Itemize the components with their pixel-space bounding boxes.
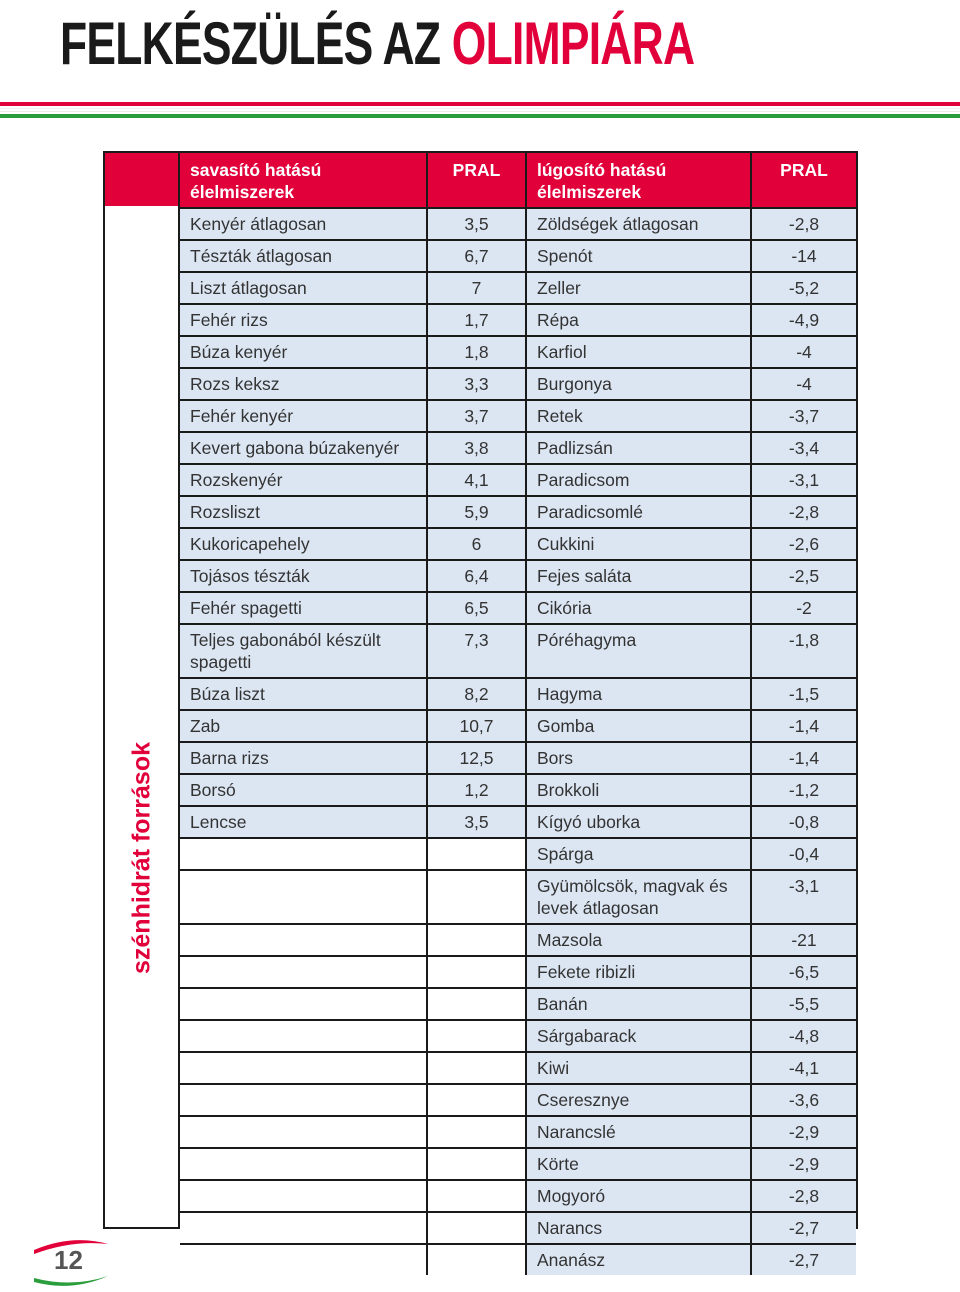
side-column [105, 153, 180, 1227]
table-row [180, 272, 856, 304]
acid-food-cell [180, 1020, 427, 1052]
acid-pral-cell [427, 1180, 526, 1212]
acid-pral-cell: 1,8 [427, 336, 526, 368]
alkaline-food-cell: Spenót [526, 240, 751, 272]
alkaline-food-cell: Répa [526, 304, 751, 336]
alkaline-pral-cell: -4 [751, 336, 856, 368]
alkaline-food-cell: Sárgabarack [526, 1020, 751, 1052]
acid-food-cell [180, 870, 427, 924]
acid-pral-cell: 1,7 [427, 304, 526, 336]
header-acid-foods: savasító hatású élelmiszerek [180, 153, 427, 208]
alkaline-food-cell: Narancslé [526, 1116, 751, 1148]
alkaline-food-cell: Zeller [526, 272, 751, 304]
table-row [180, 956, 856, 988]
alkaline-food-cell: Mogyoró [526, 1180, 751, 1212]
header-pral-alkaline: PRAL [751, 153, 856, 208]
alkaline-food-cell: Cukkini [526, 528, 751, 560]
alkaline-food-cell: Bors [526, 742, 751, 774]
alkaline-pral-cell: -2,7 [751, 1244, 856, 1275]
table-row [180, 870, 856, 924]
acid-food-cell [180, 1052, 427, 1084]
alkaline-pral-cell: -0,8 [751, 806, 856, 838]
acid-pral-cell [427, 988, 526, 1020]
alkaline-pral-cell: -1,4 [751, 742, 856, 774]
alkaline-food-cell: Karfiol [526, 336, 751, 368]
table-row [180, 806, 856, 838]
header-pral-acid: PRAL [427, 153, 526, 208]
acid-food-cell: Lencse [180, 806, 427, 838]
table-row [180, 496, 856, 528]
alkaline-pral-cell: -1,4 [751, 710, 856, 742]
acid-food-cell: Fehér rizs [180, 304, 427, 336]
table-row [180, 1180, 856, 1212]
acid-food-cell: Rozs keksz [180, 368, 427, 400]
table-row [180, 336, 856, 368]
alkaline-food-cell: Gomba [526, 710, 751, 742]
title-part-red: OLIMPIÁRA [451, 10, 695, 77]
alkaline-pral-cell: -2,8 [751, 208, 856, 240]
acid-pral-cell: 3,8 [427, 432, 526, 464]
acid-pral-cell [427, 1020, 526, 1052]
acid-food-cell: Búza kenyér [180, 336, 427, 368]
table-row [180, 528, 856, 560]
table-row [180, 1116, 856, 1148]
acid-food-cell [180, 1244, 427, 1275]
alkaline-pral-cell: -2,6 [751, 528, 856, 560]
alkaline-food-cell: Kiwi [526, 1052, 751, 1084]
alkaline-pral-cell: -4,8 [751, 1020, 856, 1052]
acid-food-cell [180, 1212, 427, 1244]
table-row [180, 208, 856, 240]
table-row [180, 304, 856, 336]
acid-food-cell [180, 1180, 427, 1212]
table-row [180, 624, 856, 678]
alkaline-food-cell: Burgonya [526, 368, 751, 400]
alkaline-food-cell: Paradicsom [526, 464, 751, 496]
acid-pral-cell [427, 956, 526, 988]
acid-pral-cell: 3,3 [427, 368, 526, 400]
acid-food-cell: Barna rizs [180, 742, 427, 774]
acid-food-cell [180, 838, 427, 870]
alkaline-pral-cell: -4,1 [751, 1052, 856, 1084]
acid-food-cell: Kevert gabona búzakenyér [180, 432, 427, 464]
alkaline-pral-cell: -0,4 [751, 838, 856, 870]
acid-food-cell: Kukoricapehely [180, 528, 427, 560]
alkaline-pral-cell: -5,5 [751, 988, 856, 1020]
acid-pral-cell: 6,4 [427, 560, 526, 592]
acid-pral-cell: 7,3 [427, 624, 526, 678]
stripe-red [0, 102, 960, 106]
table-row [180, 592, 856, 624]
alkaline-pral-cell: -1,5 [751, 678, 856, 710]
header-alkaline-foods: lúgosító hatású élelmiszerek [526, 153, 751, 208]
table-row [180, 1052, 856, 1084]
alkaline-food-cell: Hagyma [526, 678, 751, 710]
alkaline-food-cell: Cikória [526, 592, 751, 624]
acid-pral-cell [427, 1212, 526, 1244]
alkaline-pral-cell: -3,6 [751, 1084, 856, 1116]
acid-food-cell: Tojásos tészták [180, 560, 427, 592]
alkaline-food-cell: Paradicsomlé [526, 496, 751, 528]
acid-food-cell: Búza liszt [180, 678, 427, 710]
alkaline-food-cell: Póréhagyma [526, 624, 751, 678]
table-row [180, 1244, 856, 1275]
acid-food-cell [180, 988, 427, 1020]
acid-pral-cell [427, 1148, 526, 1180]
acid-pral-cell [427, 1052, 526, 1084]
acid-food-cell: Zab [180, 710, 427, 742]
alkaline-pral-cell: -1,2 [751, 774, 856, 806]
acid-pral-cell: 10,7 [427, 710, 526, 742]
table-row [180, 1212, 856, 1244]
acid-pral-cell: 3,5 [427, 806, 526, 838]
alkaline-food-cell: Brokkoli [526, 774, 751, 806]
acid-food-cell [180, 924, 427, 956]
alkaline-food-cell: Banán [526, 988, 751, 1020]
alkaline-food-cell: Zöldségek átlagosan [526, 208, 751, 240]
alkaline-pral-cell: -3,7 [751, 400, 856, 432]
acid-pral-cell [427, 1116, 526, 1148]
table-row [180, 1020, 856, 1052]
table-header-row [180, 153, 856, 208]
acid-food-cell: Rozsliszt [180, 496, 427, 528]
alkaline-food-cell: Gyümölcsök, magvak és levek átlagosan [526, 870, 751, 924]
alkaline-food-cell: Cseresznye [526, 1084, 751, 1116]
acid-food-cell [180, 1148, 427, 1180]
alkaline-food-cell: Fekete ribizli [526, 956, 751, 988]
alkaline-pral-cell: -2,8 [751, 496, 856, 528]
table-row [180, 400, 856, 432]
flag-stripes [0, 102, 960, 120]
acid-food-cell: Rozskenyér [180, 464, 427, 496]
table-row [180, 432, 856, 464]
side-header-fill [105, 153, 178, 206]
acid-pral-cell [427, 924, 526, 956]
acid-pral-cell: 3,7 [427, 400, 526, 432]
acid-pral-cell: 8,2 [427, 678, 526, 710]
alkaline-pral-cell: -2,7 [751, 1212, 856, 1244]
acid-food-cell: Borsó [180, 774, 427, 806]
alkaline-pral-cell: -4 [751, 368, 856, 400]
acid-pral-cell: 6,5 [427, 592, 526, 624]
alkaline-pral-cell: -3,1 [751, 870, 856, 924]
side-label: szénhidrát források [127, 741, 156, 975]
alkaline-pral-cell: -1,8 [751, 624, 856, 678]
alkaline-food-cell: Fejes saláta [526, 560, 751, 592]
acid-food-cell: Fehér kenyér [180, 400, 427, 432]
acid-pral-cell: 7 [427, 272, 526, 304]
acid-pral-cell: 1,2 [427, 774, 526, 806]
acid-pral-cell: 4,1 [427, 464, 526, 496]
table-row [180, 774, 856, 806]
table-row [180, 368, 856, 400]
alkaline-pral-cell: -3,4 [751, 432, 856, 464]
acid-pral-cell [427, 1084, 526, 1116]
table-row [180, 464, 856, 496]
table-row [180, 1084, 856, 1116]
acid-pral-cell [427, 1244, 526, 1275]
acid-pral-cell: 6,7 [427, 240, 526, 272]
table-row [180, 1148, 856, 1180]
acid-pral-cell: 5,9 [427, 496, 526, 528]
table-row [180, 560, 856, 592]
alkaline-pral-cell: -4,9 [751, 304, 856, 336]
alkaline-pral-cell: -3,1 [751, 464, 856, 496]
table-row [180, 838, 856, 870]
alkaline-food-cell: Padlizsán [526, 432, 751, 464]
acid-food-cell [180, 1084, 427, 1116]
stripe-white [0, 108, 960, 112]
alkaline-food-cell: Retek [526, 400, 751, 432]
alkaline-pral-cell: -5,2 [751, 272, 856, 304]
acid-food-cell [180, 956, 427, 988]
table-row [180, 742, 856, 774]
acid-pral-cell [427, 870, 526, 924]
alkaline-food-cell: Narancs [526, 1212, 751, 1244]
acid-food-cell: Liszt átlagosan [180, 272, 427, 304]
page-number: 12 [54, 1245, 83, 1275]
alkaline-pral-cell: -2 [751, 592, 856, 624]
alkaline-pral-cell: -2,9 [751, 1148, 856, 1180]
alkaline-pral-cell: -2,5 [751, 560, 856, 592]
alkaline-pral-cell: -2,9 [751, 1116, 856, 1148]
table-body [180, 208, 856, 1275]
alkaline-food-cell: Ananász [526, 1244, 751, 1275]
acid-food-cell: Kenyér átlagosan [180, 208, 427, 240]
acid-food-cell: Teljes gabonából készült spagetti [180, 624, 427, 678]
acid-pral-cell: 6 [427, 528, 526, 560]
alkaline-pral-cell: -14 [751, 240, 856, 272]
stripe-green [0, 114, 960, 118]
alkaline-food-cell: Kígyó uborka [526, 806, 751, 838]
page-title [60, 8, 694, 80]
title-part-black: FELKÉSZÜLÉS AZ [60, 10, 441, 77]
alkaline-food-cell: Mazsola [526, 924, 751, 956]
table-row [180, 988, 856, 1020]
alkaline-pral-cell: -21 [751, 924, 856, 956]
acid-pral-cell: 12,5 [427, 742, 526, 774]
alkaline-food-cell: Körte [526, 1148, 751, 1180]
alkaline-pral-cell: -2,8 [751, 1180, 856, 1212]
table-row [180, 678, 856, 710]
acid-food-cell: Fehér spagetti [180, 592, 427, 624]
table-row [180, 924, 856, 956]
table-row [180, 240, 856, 272]
acid-pral-cell [427, 838, 526, 870]
table-row [180, 710, 856, 742]
alkaline-food-cell: Spárga [526, 838, 751, 870]
pral-table-frame [103, 151, 858, 1270]
pral-table [180, 153, 856, 1275]
acid-food-cell [180, 1116, 427, 1148]
acid-food-cell: Tészták átlagosan [180, 240, 427, 272]
alkaline-pral-cell: -6,5 [751, 956, 856, 988]
acid-pral-cell: 3,5 [427, 208, 526, 240]
